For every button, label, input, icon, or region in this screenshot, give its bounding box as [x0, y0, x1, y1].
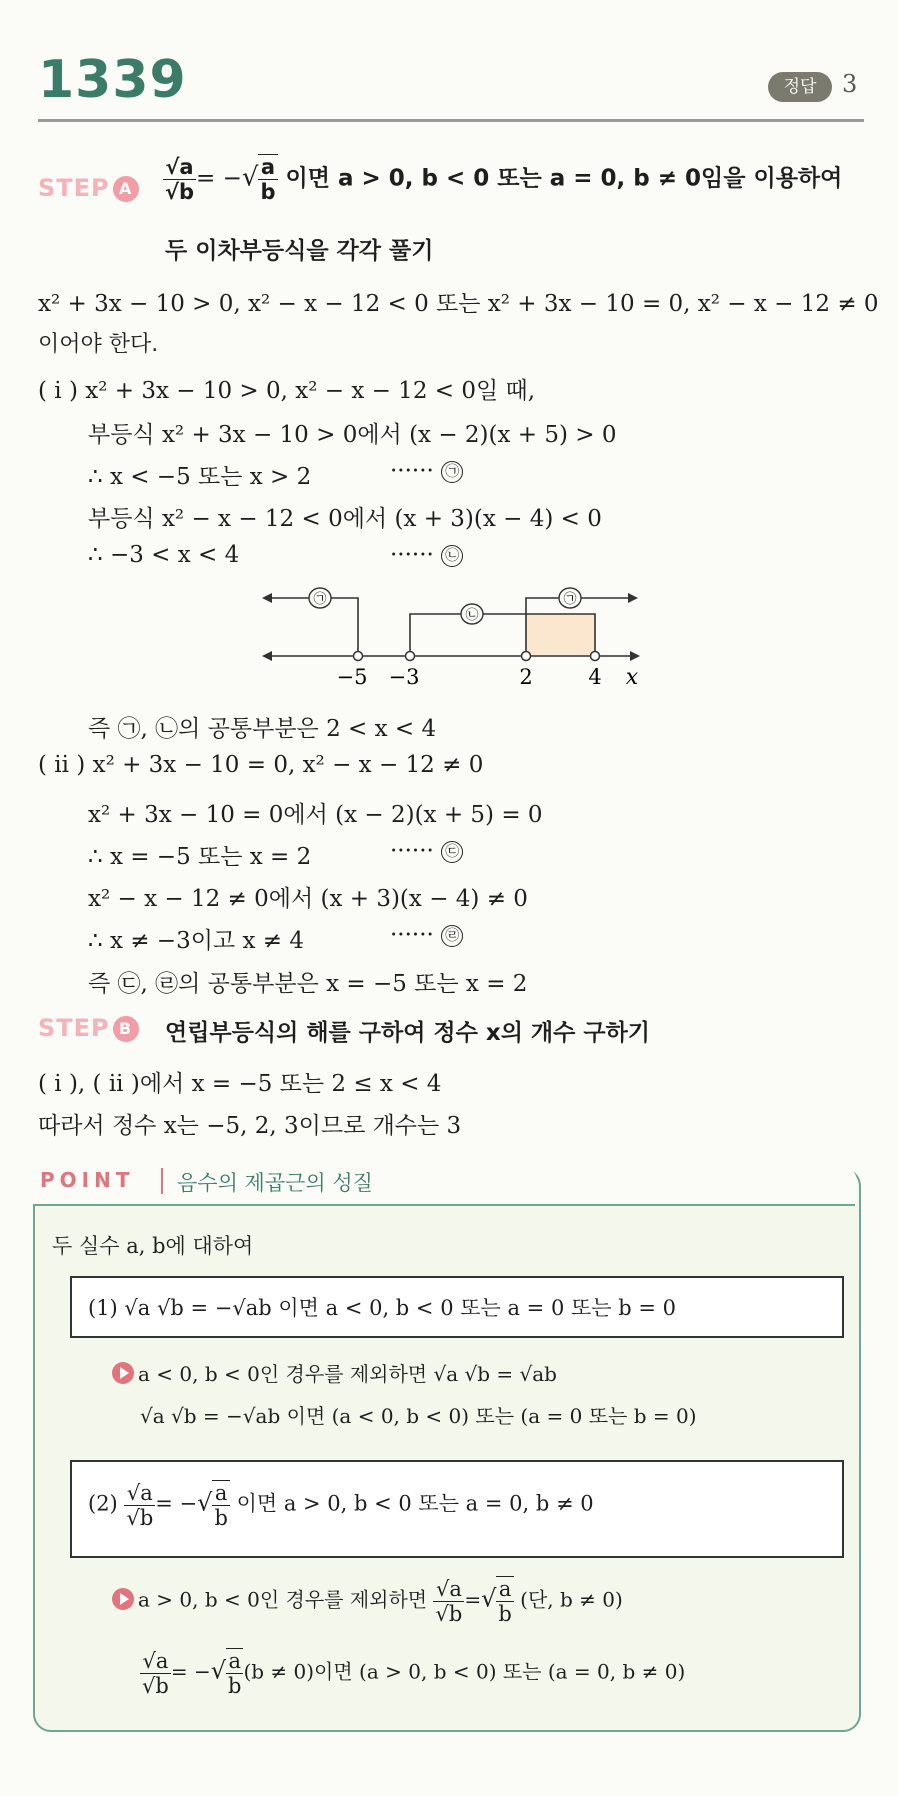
line-1: x² + 3x − 10 > 0, x² − x − 12 < 0 또는 x² + 3x − 10 = 0, x² − x − 12 ≠ 0 — [38, 291, 879, 317]
inner-num: a — [226, 1649, 243, 1674]
line-7: ∴ −3 < x < 4 — [88, 542, 240, 568]
inner-num: a — [212, 1481, 229, 1506]
dots: ······ — [390, 542, 434, 568]
point-neg3 — [406, 652, 415, 661]
mark-b-text: ㉡ — [465, 608, 479, 623]
step-a-tag — [38, 174, 139, 202]
inner-den: b — [260, 180, 276, 204]
answer-value: 3 — [842, 70, 858, 98]
inner-num: a — [258, 155, 277, 180]
rule2-note1-frac — [433, 1577, 464, 1626]
rule1: (1) √a √b = −√ab 이면 a < 0, b < 0 또는 a = 0 또는 b = 0 — [88, 1296, 676, 1320]
rule2-note2-frac — [140, 1649, 171, 1698]
rule2-note2-text: (b ≠ 0)이면 (a > 0, b < 0) 또는 (a = 0, b ≠ 0) — [243, 1659, 686, 1684]
rule2-note1-inner — [496, 1576, 513, 1626]
step-b-line-1: ( i ), ( ii )에서 x = −5 또는 2 ≤ x < 4 — [38, 1071, 442, 1097]
answer-badge: 정답 — [768, 72, 832, 102]
mark-a-right — [559, 588, 581, 608]
point-2 — [522, 652, 531, 661]
step-a-heading — [163, 154, 842, 204]
step-a-label: STEP — [38, 174, 110, 202]
rule2-note1: a > 0, b < 0인 경우를 제외하면 $\frac{√a}{√b}$ =√ $\frac{a}{b}$ (단, b ≠ 0) — [112, 1576, 623, 1626]
eq-minus: = − — [196, 165, 242, 192]
dots-11 — [390, 838, 463, 864]
dots: ······ — [390, 458, 434, 484]
mark-a-right-text: ㉠ — [563, 592, 577, 607]
rule2-prefix: (2) — [88, 1491, 118, 1516]
step-b-circle: B — [113, 1016, 139, 1042]
dots-5 — [390, 458, 463, 484]
rule1-note1-text: a < 0, b < 0인 경우를 제외하면 √a √b = √ab — [138, 1362, 557, 1386]
step-a-circle: A — [113, 176, 139, 202]
rule2-inner-frac — [212, 1480, 229, 1530]
frac-den: √b — [165, 179, 195, 204]
tick-4: 4 — [588, 665, 602, 689]
line-4: 부등식 x² + 3x − 10 > 0에서 (x − 2)(x + 5) > 0 — [88, 422, 617, 448]
sqrt-sign: √ — [481, 1584, 497, 1613]
inner-num: a — [496, 1577, 513, 1602]
frac-den: √b — [435, 1601, 463, 1626]
line-8: 즉 ㉠, ㉡의 공통부분은 2 < x < 4 — [88, 716, 437, 742]
rule2-note1-pre: a > 0, b < 0인 경우를 제외하면 — [138, 1587, 428, 1612]
rule2-note1-post: (단, b ≠ 0) — [513, 1587, 623, 1612]
line-14: 즉 ㉢, ㉣의 공통부분은 x = −5 또는 x = 2 — [88, 971, 528, 997]
step-a-text2: 두 이차부등식을 각각 풀기 — [165, 238, 434, 264]
eq-minus: = − — [155, 1491, 198, 1516]
region-a-right-arrow — [628, 593, 638, 603]
axis-arrow-left — [262, 651, 272, 661]
mark-b — [461, 604, 483, 624]
axis-label-x: x — [625, 665, 639, 690]
dots-13 — [390, 922, 463, 948]
step-b-label: STEP — [38, 1014, 110, 1042]
sqrt-sign: √ — [210, 1656, 226, 1685]
sqrt-sign: √ — [241, 162, 259, 193]
point-title: 음수의 제곱근의 성질 — [177, 1171, 373, 1195]
frac-a-over-b — [258, 154, 277, 204]
frac-num: √a — [140, 1649, 171, 1674]
step-b-tag — [38, 1014, 139, 1042]
step-a-text1: 이면 a > 0, b < 0 또는 a = 0, b ≠ 0임을 이용하여 — [277, 165, 843, 192]
line-9: ( ii ) x² + 3x − 10 = 0, x² − x − 12 ≠ 0 — [38, 752, 484, 778]
rule2-frac — [124, 1481, 155, 1530]
line-13: ∴ x ≠ −3이고 x ≠ 4 — [88, 928, 304, 954]
dots: ······ — [390, 922, 434, 948]
point-header-bg — [33, 1164, 857, 1204]
overlap-region — [526, 614, 595, 656]
tick-neg5: −5 — [336, 665, 368, 689]
number-line-diagram — [258, 584, 658, 696]
dots-7 — [390, 542, 463, 568]
line-5: ∴ x < −5 또는 x > 2 — [88, 464, 312, 490]
sqrt-sign: √ — [197, 1488, 213, 1517]
rule1-note2: √a √b = −√ab 이면 (a < 0, b < 0) 또는 (a = 0 또는 b = 0) — [140, 1404, 697, 1428]
line-2: 이어야 한다. — [38, 332, 159, 357]
line-3: ( i ) x² + 3x − 10 > 0, x² − x − 12 < 0일 때, — [38, 378, 536, 404]
frac-sqrt-a-over-sqrt-b — [163, 155, 196, 204]
axis-arrow-right — [630, 651, 640, 661]
inner-den: b — [214, 1506, 228, 1530]
line-10: x² + 3x − 10 = 0에서 (x − 2)(x + 5) = 0 — [88, 802, 543, 828]
tick-2: 2 — [519, 665, 533, 689]
play-icon — [112, 1362, 134, 1384]
line-11: ∴ x = −5 또는 x = 2 — [88, 844, 312, 870]
point-intro: 두 실수 a, b에 대하여 — [52, 1234, 254, 1258]
step-b-heading: 연립부등식의 해를 구하여 정수 x의 개수 구하기 — [165, 1020, 651, 1046]
point-logo: POINT — [40, 1168, 135, 1192]
point-header-line — [35, 1204, 855, 1206]
rule2-note2 — [140, 1648, 685, 1698]
rule1-note1 — [112, 1358, 557, 1387]
mark-a-left-text: ㉠ — [313, 592, 327, 607]
point-neg5 — [354, 652, 363, 661]
region-a-left-arrow — [262, 593, 272, 603]
point-divider — [161, 1168, 163, 1194]
frac-num: √a — [163, 155, 196, 180]
header-divider — [38, 119, 864, 122]
rule2-note2-inner — [226, 1648, 243, 1698]
inner-den: b — [498, 1602, 512, 1626]
line-6: 부등식 x² − x − 12 < 0에서 (x + 3)(x − 4) < 0 — [88, 506, 602, 532]
frac-den: √b — [142, 1673, 169, 1698]
mark-1: ㉠ — [441, 461, 463, 483]
mark-2: ㉡ — [441, 545, 463, 567]
mark-4: ㉣ — [441, 925, 463, 947]
play-icon — [112, 1588, 134, 1610]
eq-minus: = − — [170, 1659, 211, 1684]
frac-num: √a — [124, 1481, 155, 1506]
mark-a-left — [309, 588, 331, 608]
frac-den: √b — [126, 1505, 154, 1530]
problem-number: 1339 — [38, 50, 187, 110]
rule2 — [88, 1480, 594, 1530]
mark-3: ㉢ — [441, 841, 463, 863]
dots: ······ — [390, 838, 434, 864]
point-4 — [591, 652, 600, 661]
step-b-line-2: 따라서 정수 x는 −5, 2, 3이므로 개수는 3 — [38, 1113, 462, 1139]
rule2-text: 이면 a > 0, b < 0 또는 a = 0, b ≠ 0 — [229, 1491, 594, 1516]
frac-num: √a — [433, 1577, 464, 1602]
line-12: x² − x − 12 ≠ 0에서 (x + 3)(x − 4) ≠ 0 — [88, 886, 528, 912]
inner-den: b — [228, 1674, 242, 1698]
tick-neg3: −3 — [388, 665, 420, 689]
